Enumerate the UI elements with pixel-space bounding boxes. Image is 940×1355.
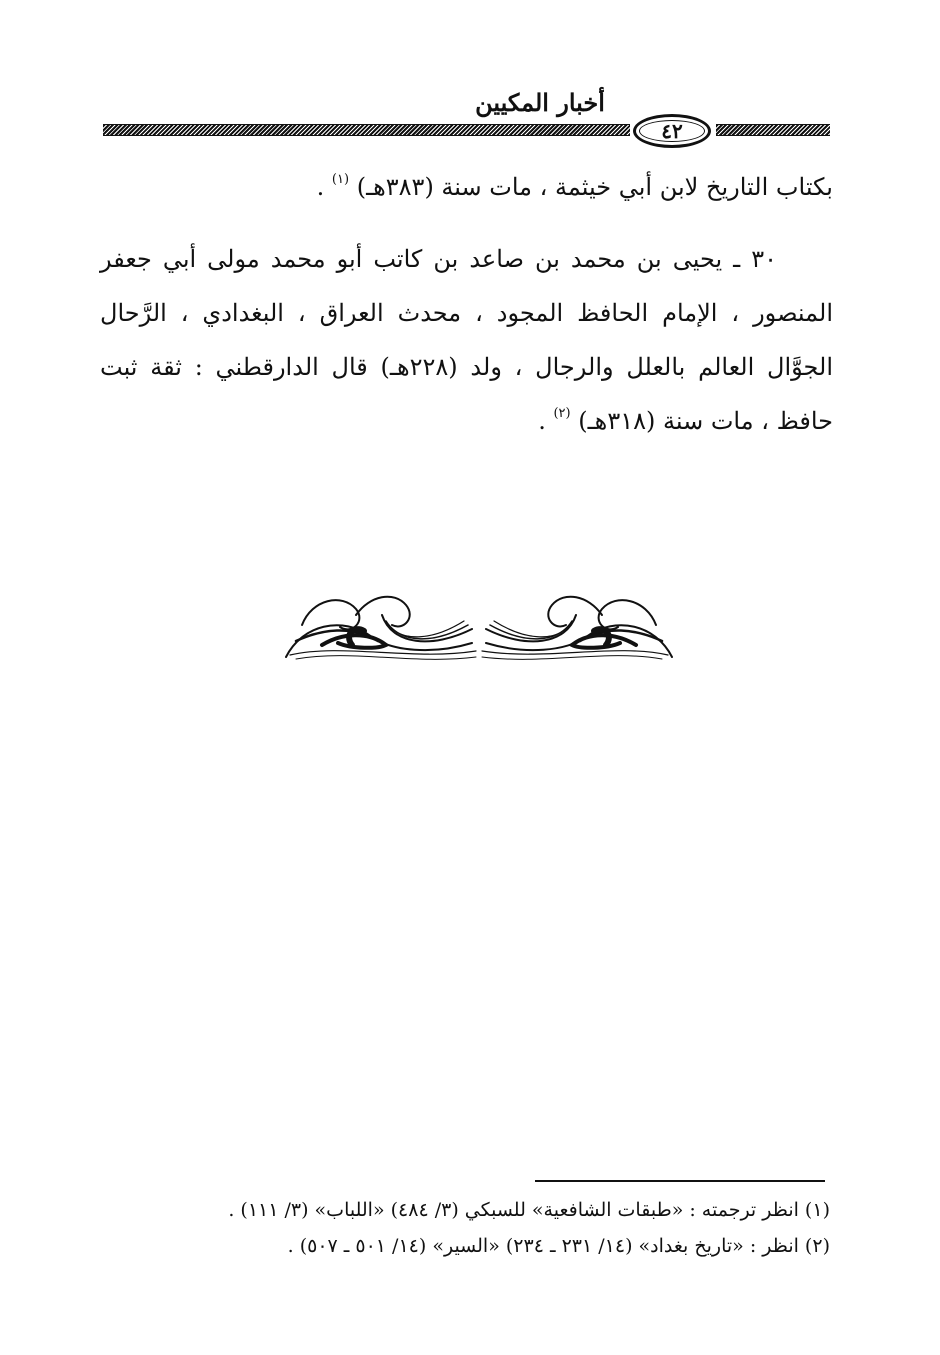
footnote-1: (١) انظر ترجمته : «طبقات الشافعية» للسبكي (٣/ ٤٨٤) «اللباب» (٣/ ١١١) . [228,1199,830,1221]
header-rule-right [716,124,830,136]
paragraph-2-body: ٣٠ ـ يحيى بن محمد بن صاعد بن كاتب أبو محمد مولى أبي جعفر المنصور ، الإمام الحافظ المجود ، محدث العراق ، البغدادي ، الرَّحال الجوَّال العالم بالعلل والرجال ، ولد (٢٢٨هـ) قال الدارقطني : ثقة ثبت حافظ ، مات سنة (٣١٨هـ) [100,245,834,435]
paragraph-continuation [100,160,833,214]
footnote-2: (٢) انظر : «تاريخ بغداد» (١٤/ ٢٣١ ـ ٢٣٤) «السير» (١٤/ ٥٠١ ـ ٥٠٧) . [287,1235,830,1257]
header-rule-left [103,124,630,136]
paragraph-1-body: بكتاب التاريخ لابن أبي خيثمة ، مات سنة (٣٨٣هـ) [356,173,833,201]
floral-flourish-divider-icon [282,585,676,665]
paragraph-1-end: . [316,173,332,201]
page-number: ٤٢ [661,119,683,143]
paragraph-text-1 [100,160,833,214]
footnotes [180,1192,830,1264]
footnote-separator [535,1180,825,1182]
running-title: أخبار المكيين [475,88,605,117]
footnote-ref-2: (٢) [553,406,571,421]
page-number-badge [633,114,711,148]
footnote-ref-1: (١) [331,172,350,187]
paragraph-text-2 [100,232,833,448]
biography-entry-30 [100,232,833,448]
paragraph-2-end: . [538,407,554,435]
